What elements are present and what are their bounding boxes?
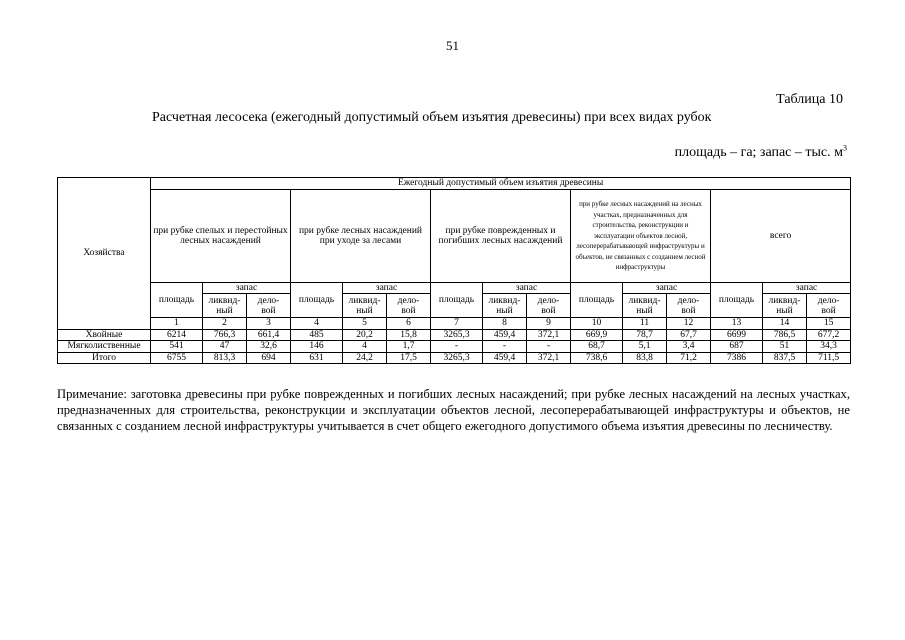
table-row xyxy=(58,341,851,352)
table-cell: 5,1 xyxy=(623,341,667,352)
column-number: 6 xyxy=(387,318,431,329)
column-number: 1 xyxy=(151,318,203,329)
table-cell: 541 xyxy=(151,341,203,352)
table-cell: 24,2 xyxy=(343,352,387,363)
table-cell: 459,4 xyxy=(483,329,527,340)
table-cell: - xyxy=(431,341,483,352)
page-number: 51 xyxy=(446,38,459,53)
table-cell: 146 xyxy=(291,341,343,352)
table-cell: - xyxy=(483,341,527,352)
column-number: 12 xyxy=(667,318,711,329)
column-number: 4 xyxy=(291,318,343,329)
header-liquid-a: ликвид- xyxy=(208,295,241,306)
table-cell: 459,4 xyxy=(483,352,527,363)
table-cell: 661,4 xyxy=(247,329,291,340)
table-label: Таблица 10 xyxy=(776,92,843,107)
table-row xyxy=(58,329,851,340)
header-liquid-b: ный xyxy=(496,305,513,316)
allowable-cut-table xyxy=(57,177,851,364)
table-cell: 6755 xyxy=(151,352,203,363)
header-group-mature: при рубке спелых и перестойных лесных насаждений xyxy=(151,190,291,283)
header-farms: Хозяйства xyxy=(58,178,151,330)
header-liquid xyxy=(763,294,807,318)
header-business-a: дело- xyxy=(397,295,420,306)
table-cell: 71,2 xyxy=(667,352,711,363)
header-area: площадь xyxy=(571,283,623,318)
table-cell: 47 xyxy=(203,341,247,352)
header-business-b: вой xyxy=(681,305,696,316)
row-label: Мягколиственные xyxy=(58,341,151,352)
table-cell: 83,8 xyxy=(623,352,667,363)
header-stock: запас xyxy=(203,283,291,294)
table-cell: 372,1 xyxy=(527,352,571,363)
table-cell: 766,3 xyxy=(203,329,247,340)
header-business-b: вой xyxy=(821,305,836,316)
header-group-care: при рубке лесных насаждений при уходе за лесами xyxy=(291,190,431,283)
header-liquid-a: ликвид- xyxy=(348,295,381,306)
header-stock: запас xyxy=(623,283,711,294)
header-group-construction-text: при рубке лесных насаждений на лесных участках, предназначенных для строительства, реконструкции и эксплуатации объектов лесной, лесоперерабатывающей инфраструктуры и объектов, не связанных с созданием лесной инфраструктуры xyxy=(575,200,706,272)
column-number: 2 xyxy=(203,318,247,329)
table-cell: - xyxy=(527,341,571,352)
header-business xyxy=(527,294,571,318)
column-number: 13 xyxy=(711,318,763,329)
table-cell: 677,2 xyxy=(807,329,851,340)
table-cell: 17,5 xyxy=(387,352,431,363)
column-number: 14 xyxy=(763,318,807,329)
header-business-a: дело- xyxy=(677,295,700,306)
row-label: Хвойные xyxy=(58,329,151,340)
units-superscript: 3 xyxy=(843,143,847,153)
page-title: Расчетная лесосека (ежегодный допустимый объем изъятия древесины) при всех видах рубок xyxy=(152,110,712,125)
units-line xyxy=(675,145,847,161)
header-stock: запас xyxy=(343,283,431,294)
header-business-b: вой xyxy=(261,305,276,316)
header-liquid-b: ный xyxy=(356,305,373,316)
column-number: 9 xyxy=(527,318,571,329)
table-cell: 78,7 xyxy=(623,329,667,340)
table-cell: 485 xyxy=(291,329,343,340)
table-cell: 813,3 xyxy=(203,352,247,363)
column-number: 11 xyxy=(623,318,667,329)
table-note: Примечание: заготовка древесины при рубке поврежденных и погибших лесных насаждений; при рубке лесных насаждений на лесных участках, предназначенных для строительства, реконструкции и эксплуатации объектов лесной, лесоперерабатывающей инфраструктуры и объектов, не связанных с созданием лесной инфраструктуры учитывается в счет общего ежегодного допустимого объема изъятия древесины по лесничеству. xyxy=(57,387,850,433)
table-cell: 32,6 xyxy=(247,341,291,352)
column-number: 15 xyxy=(807,318,851,329)
table-cell: 20,2 xyxy=(343,329,387,340)
header-liquid-a: ликвид- xyxy=(488,295,521,306)
table-cell: 34,3 xyxy=(807,341,851,352)
header-liquid-b: ный xyxy=(636,305,653,316)
table-row-total xyxy=(58,352,851,363)
header-group-total: всего xyxy=(711,190,851,283)
table-cell: 738,6 xyxy=(571,352,623,363)
table-cell: 3,4 xyxy=(667,341,711,352)
header-business xyxy=(667,294,711,318)
header-liquid-b: ный xyxy=(216,305,233,316)
column-number-row xyxy=(58,318,851,329)
header-business-a: дело- xyxy=(817,295,840,306)
header-area: площадь xyxy=(431,283,483,318)
column-number: 10 xyxy=(571,318,623,329)
table-cell: 3265,3 xyxy=(431,329,483,340)
header-area: площадь xyxy=(711,283,763,318)
header-group-damaged: при рубке поврежденных и погибших лесных насаждений xyxy=(431,190,571,283)
header-liquid xyxy=(623,294,667,318)
row-label: Итого xyxy=(58,352,151,363)
table-cell: 711,5 xyxy=(807,352,851,363)
header-area: площадь xyxy=(151,283,203,318)
table-cell: 694 xyxy=(247,352,291,363)
table-cell: 6214 xyxy=(151,329,203,340)
header-liquid xyxy=(343,294,387,318)
table-cell: 669,9 xyxy=(571,329,623,340)
column-number: 3 xyxy=(247,318,291,329)
table-cell: 3265,3 xyxy=(431,352,483,363)
table-cell: 1,7 xyxy=(387,341,431,352)
header-business xyxy=(387,294,431,318)
header-liquid xyxy=(483,294,527,318)
table-cell: 7386 xyxy=(711,352,763,363)
column-number: 8 xyxy=(483,318,527,329)
units-text: площадь – га; запас – тыс. м xyxy=(674,145,843,160)
column-number: 5 xyxy=(343,318,387,329)
table-cell: 51 xyxy=(763,341,807,352)
header-liquid-a: ликвид- xyxy=(768,295,801,306)
header-liquid-b: ный xyxy=(776,305,793,316)
header-business xyxy=(807,294,851,318)
header-stock: запас xyxy=(763,283,851,294)
header-business xyxy=(247,294,291,318)
table-cell: 4 xyxy=(343,341,387,352)
header-main: Ежегодный допустимый объем изъятия древесины xyxy=(151,178,851,190)
header-stock: запас xyxy=(483,283,571,294)
table-cell: 67,7 xyxy=(667,329,711,340)
table-cell: 687 xyxy=(711,341,763,352)
header-business-a: дело- xyxy=(537,295,560,306)
table-cell: 6699 xyxy=(711,329,763,340)
table-cell: 15,8 xyxy=(387,329,431,340)
table-cell: 372,1 xyxy=(527,329,571,340)
header-group-construction xyxy=(571,190,711,283)
column-number: 7 xyxy=(431,318,483,329)
table-cell: 631 xyxy=(291,352,343,363)
table-cell: 786,5 xyxy=(763,329,807,340)
header-area: площадь xyxy=(291,283,343,318)
header-business-b: вой xyxy=(541,305,556,316)
header-liquid xyxy=(203,294,247,318)
header-business-b: вой xyxy=(401,305,416,316)
header-business-a: дело- xyxy=(257,295,280,306)
table-cell: 837,5 xyxy=(763,352,807,363)
table-cell: 68,7 xyxy=(571,341,623,352)
header-liquid-a: ликвид- xyxy=(628,295,661,306)
